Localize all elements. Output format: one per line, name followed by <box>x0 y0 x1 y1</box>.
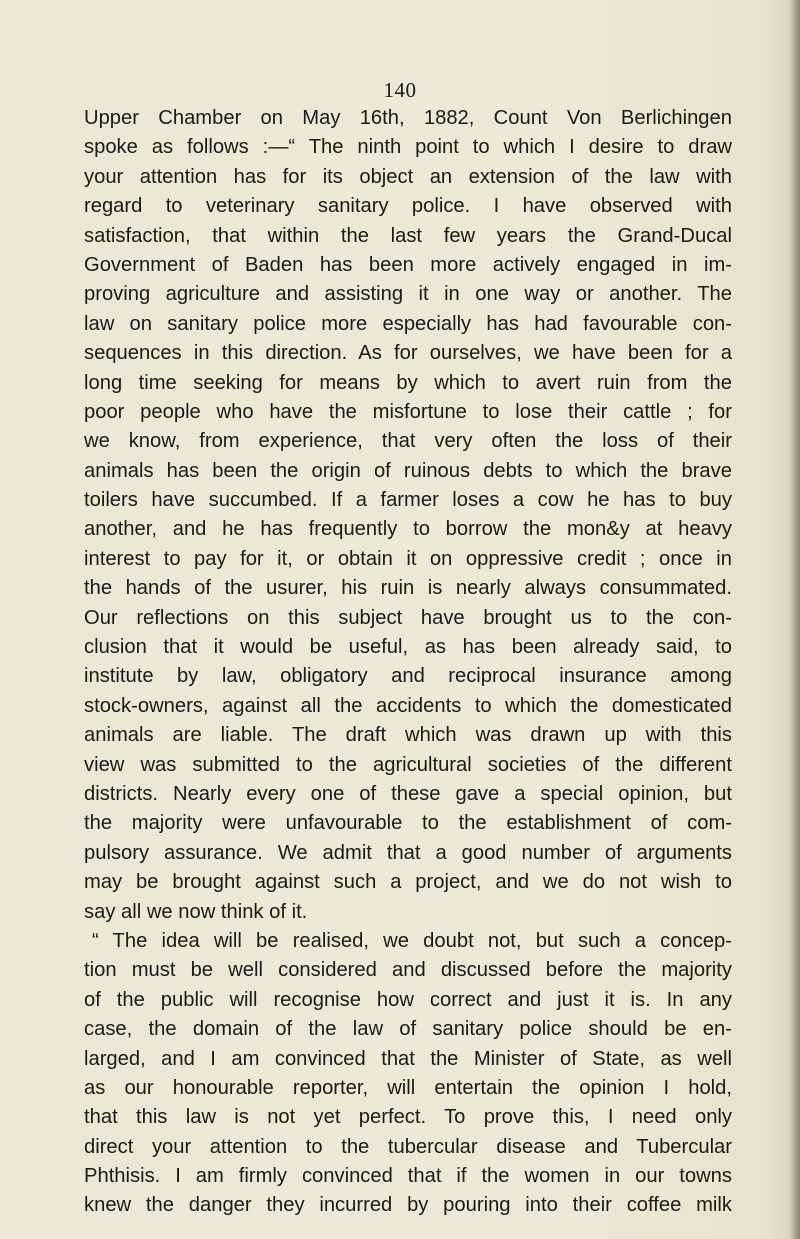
page-edge-shadow <box>790 0 800 1239</box>
text-line: Upper Chamber on May 16th, 1882, Count Von Berlichingen <box>84 107 732 129</box>
text-line: spoke as follows :—“ The ninth point to which I desire to draw <box>84 136 732 159</box>
text-line: pulsory assurance. We admit that a good number of arguments <box>84 841 732 864</box>
text-line: law on sanitary police more especially has had favourable con- <box>84 312 732 335</box>
text-line: knew the danger they incurred by pouring into their coffee milk <box>84 1194 732 1217</box>
text-line: interest to pay for it, or obtain it on oppressive credit ; once in <box>84 547 732 570</box>
text-line: your attention has for its object an extension of the law with <box>84 165 732 188</box>
text-line: long time seeking for means by which to avert ruin from the <box>84 371 732 394</box>
text-line: satisfaction, that within the last few years the Grand-Ducal <box>84 224 732 247</box>
text-line: Phthisis. I am firmly convinced that if the women in our towns <box>84 1165 732 1188</box>
text-line: the hands of the usurer, his ruin is nearly always consummated. <box>84 577 732 600</box>
text-line: say all we now think of it. <box>84 900 308 923</box>
text-line: direct your attention to the tubercular disease and Tubercular <box>84 1135 732 1158</box>
text-line: toilers have succumbed. If a farmer loses a cow he has to buy <box>84 489 732 512</box>
page-number: 140 <box>383 78 417 102</box>
text-line: of the public will recognise how correct and just it is. In any <box>84 988 732 1011</box>
text-line: view was submitted to the agricultural societies of the different <box>84 753 732 776</box>
text-line: Government of Baden has been more actively engaged in im- <box>84 253 732 276</box>
text-line: larged, and I am convinced that the Minister of State, as well <box>84 1047 732 1070</box>
text-line: as our honourable reporter, will entertain the opinion I hold, <box>84 1076 732 1099</box>
text-line: animals has been the origin of ruinous debts to which the brave <box>84 459 732 482</box>
text-line: proving agriculture and assisting it in one way or another. The <box>84 283 732 306</box>
text-line: stock-owners, against all the accidents to which the domesticated <box>84 694 732 717</box>
text-line: tion must be well considered and discussed before the majority <box>84 959 732 982</box>
text-line: districts. Nearly every one of these gave a special opinion, but <box>84 782 732 805</box>
text-line: the majority were unfavourable to the establishment of com- <box>84 812 732 835</box>
text-line: poor people who have the misfortune to lose their cattle ; for <box>84 400 732 423</box>
text-line: institute by law, obligatory and reciprocal insurance among <box>84 665 732 688</box>
body-text <box>84 104 732 1221</box>
text-line: another, and he has frequently to borrow the mon&y at heavy <box>84 518 732 541</box>
text-line: that this law is not yet perfect. To prove this, I need only <box>84 1106 732 1129</box>
text-line: Our reflections on this subject have brought us to the con- <box>84 606 732 629</box>
text-line: sequences in this direction. As for ourselves, we have been for a <box>84 342 732 365</box>
text-line: clusion that it would be useful, as has been already said, to <box>84 636 732 659</box>
text-line: case, the domain of the law of sanitary police should be en- <box>84 1018 732 1041</box>
text-line: we know, from experience, that very often the loss of their <box>84 430 732 453</box>
text-line: “ The idea will be realised, we doubt not, but such a concep- <box>92 929 732 952</box>
text-line: animals are liable. The draft which was drawn up with this <box>84 724 732 747</box>
text-line: regard to veterinary sanitary police. I have observed with <box>84 195 732 218</box>
text-line: may be brought against such a project, and we do not wish to <box>84 871 732 894</box>
